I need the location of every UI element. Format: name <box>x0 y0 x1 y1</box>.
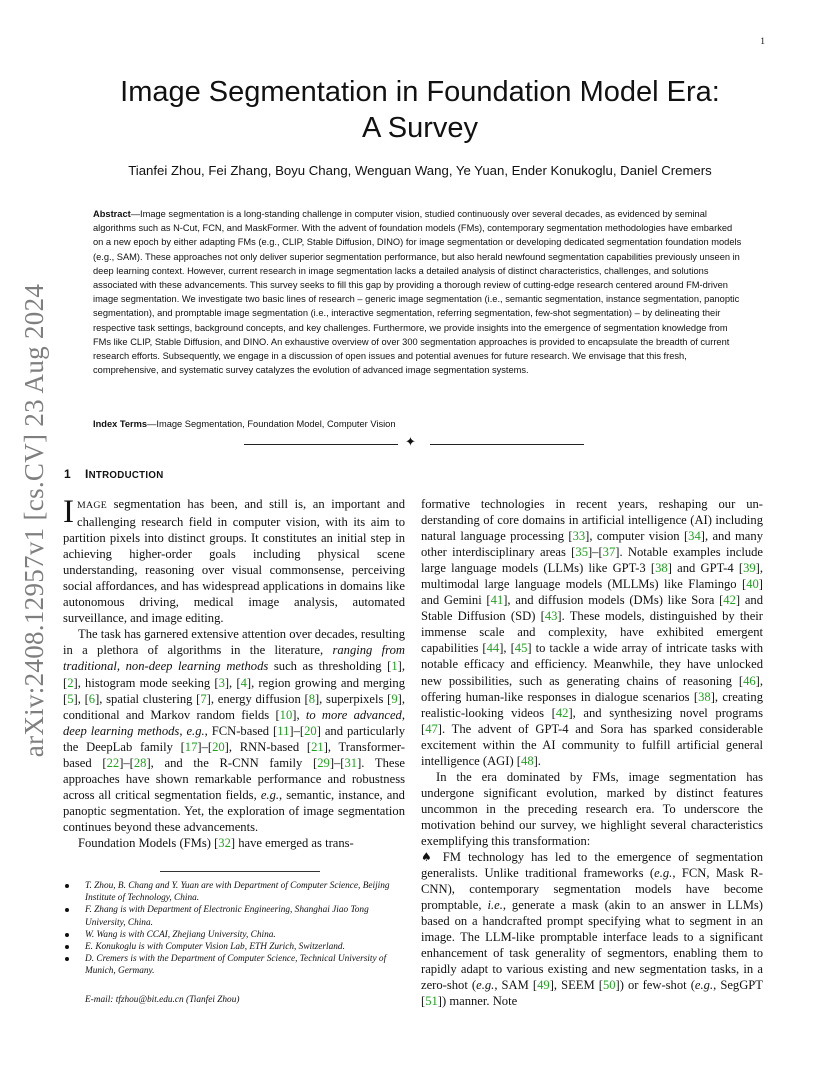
paragraph-1: IMAGE segmentation has been, and still is, an important and challenging research field in computer vision, with its aim to partition pixels into distinct groups. It constitutes an initial step in achieving higher-order goals including physical scene understanding, reasoning over visual commonsense, perceiving social affordances, and has widespread applications in domains like autonomous driving, medical image analysis, automated surveillance, and image editing. <box>63 494 405 626</box>
citation-link[interactable]: 29 <box>317 755 330 770</box>
section-heading <box>64 467 164 481</box>
citation-link[interactable]: 2 <box>67 675 74 690</box>
footnote-item: W. Wang is with CCAI, Zhejiang University, China. <box>63 929 405 941</box>
section-title-initial: I <box>84 467 89 481</box>
citation-link[interactable]: 4 <box>240 675 247 690</box>
paragraph-2: The task has garnered extensive attention over decades, resulting in a plethora of algorithms in the literature, ranging from traditional, non-deep learning methods such as thresholding [1], [2], histogram mode seeking [3], [4], region growing and merging [5], [6], spatial clustering [7], energy diffusion [8], superpixels [9], conditional and Markov random fields [10], to more advanced, deep learning methods, e.g., FCN-based [11]–[20] and particularly the DeepLab family [17]–[20], RNN-based [21], Transformer-based [22]–[28], and the R-CNN family [29]–[31]. These approaches have shown remarkable performance and robustness across all critical segmentation fields, e.g., semantic, instance, and panoptic segmentation. Yet, the exploration of image segmentation continues beyond these advancements. <box>63 627 406 834</box>
citation-link[interactable]: 38 <box>655 561 668 576</box>
footnote-rule <box>160 871 320 872</box>
citation-link[interactable]: 40 <box>746 577 759 592</box>
citation-link[interactable]: 47 <box>425 721 438 736</box>
citation-link[interactable]: 33 <box>572 529 586 544</box>
citation-link[interactable]: 37 <box>602 545 616 560</box>
section-title-rest: NTRODUCTION <box>88 470 164 481</box>
section-number: 1 <box>64 467 71 481</box>
citation-link[interactable]: 45 <box>514 641 528 656</box>
citation-link[interactable]: 3 <box>218 675 225 690</box>
citation-link[interactable]: 39 <box>743 561 756 576</box>
spade-bullet-icon: ♠ <box>421 850 436 865</box>
paragraph-3: Foundation Models (FMs) [32] have emerged as trans- <box>78 835 354 850</box>
index-terms-text: —Image Segmentation, Foundation Model, Computer Vision <box>147 419 396 429</box>
citation-link[interactable]: 49 <box>537 978 550 993</box>
contact-email: E-mail: tfzhou@bit.edu.cn (Tianfei Zhou) <box>85 994 240 1005</box>
footnotes <box>63 880 405 1006</box>
citation-link[interactable]: 10 <box>279 707 293 722</box>
paragraph-4: formative technologies in recent years, reshaping our understanding of core domains in artificial intelligence (AI) including natural language processing [33], computer vision [34], and many other interdisciplinary areas [35]–[37]. Notable examples include large language models (LLMs) like GPT-3 [38] and GPT-4 [39], multimodal large language models (MLLMs) like Flamingo [40] and Gemini [41], and diffusion models (DMs) like Sora [42] and Stable Diffusion (SD) [43]. These models, distinguished by their immense scale and complexity, have exhibited emergent capabilities [44], [45] to tackle a wide array of intricate tasks with notable efficacy and efficiency. Meanwhile, they have unlocked new possibilities, such as generating chains of reasoning [46], offering human-like responses in dialogue scenarios [38], creating realistic-looking videos [42], and synthesizing novel programs [47]. The advent of GPT-4 and Sora has sparked considerable excitement within the AI community to fulfill artificial general intelligence (AGI) [48]. <box>421 497 764 768</box>
drop-cap: I <box>63 494 74 530</box>
footnote-item: F. Zhang is with Department of Electronic Engineering, Shanghai Jiao Tong University, China. <box>63 904 405 928</box>
right-column <box>421 496 763 1010</box>
citation-link[interactable]: 50 <box>602 978 616 993</box>
citation-link[interactable]: 38 <box>698 689 711 704</box>
divider-star-icon: ✦ <box>405 435 416 450</box>
paragraph-6: ♠ FM technology has led to the emergence of segmentation generalists. Unlike traditional frameworks (e.g., FCN, Mask R-CNN), contemporary segmentation models have become promptable, i.e., generate a mask (akin to an answer in LLMs) based on a handcrafted prompt specifying what to segment in an image. The LLM-like promptable interface leads to a significant enhancement of task generality of segmentors, enabling them to rapidly adapt to various existing and new segmentation tasks, in a zero-shot (e.g., SAM [49], SEEM [50]) or few-shot (e.g., SegGPT [51]) manner. Note <box>421 850 763 1009</box>
title-line-1: Image Segmentation in Foundation Model Era: <box>120 76 720 108</box>
citation-link[interactable]: 48 <box>521 753 534 768</box>
citation-link[interactable]: 9 <box>391 691 398 706</box>
citation-link[interactable]: 5 <box>67 691 74 706</box>
citation-link[interactable]: 42 <box>723 593 736 608</box>
citation-link[interactable]: 8 <box>308 691 315 706</box>
page-number: 1 <box>760 37 765 47</box>
citation-link[interactable]: 46 <box>743 673 756 688</box>
footnote-item: T. Zhou, B. Chang and Y. Yuan are with Department of Computer Science, Beijing Institute of Technology, China. <box>63 880 405 904</box>
abstract-text: —Image segmentation is a long-standing challenge in computer vision, studied continuously over several decades, as evidenced by seminal algorithms such as N-Cut, FCN, and MaskFormer. With the advent of foundation models (FMs), contemporary segmentation methodologies have embarked on a new epoch by either adapting FMs (e.g., CLIP, Stable Diffusion, DINO) for image segmentation or developing dedicated segmentation foundation models (e.g., SAM). These approaches not only deliver superior segmentation performance, but also herald newfound segmentation capabilities previously unseen in deep learning context. However, current research in image segmentation lacks a detailed analysis of distinct characteristics, challenges, and solutions associated with these advancements. This survey seeks to fill this gap by providing a thorough review of cutting-edge research centered around FM-driven image segmentation. We investigate two basic lines of research – generic image segmentation (i.e., semantic segmentation, instance segmentation, panoptic segmentation), and promptable image segmentation (i.e., interactive segmentation, referring segmentation, few-shot segmentation) – by delineating their respective task settings, background concepts, and key challenges. Furthermore, we provide insights into the emergence of segmentation knowledge from FMs like CLIP, Stable Diffusion, and DINO. An exhaustive overview of over 300 segmentation approaches is provided to encapsulate the breadth of current research efforts. Subsequently, we engage in a discussion of open issues and potential avenues for future research. We envisage that this fresh, comprehensive, and systematic survey catalyzes the evolution of advanced image segmentation systems. <box>93 209 742 376</box>
index-terms-label: Index Terms <box>93 419 148 429</box>
paper-title <box>60 74 780 146</box>
citation-link[interactable]: 31 <box>344 755 358 770</box>
abstract-label: Abstract <box>93 209 131 219</box>
citation-link[interactable]: 17 <box>184 739 198 754</box>
citation-link[interactable]: 11 <box>277 723 290 738</box>
section-divider <box>244 437 584 451</box>
citation-link[interactable]: 28 <box>133 755 147 770</box>
citation-link[interactable]: 20 <box>212 739 225 754</box>
footnote-item: E. Konukoglu is with Computer Vision Lab, ETH Zurich, Switzerland. <box>63 941 405 953</box>
index-terms <box>93 417 743 431</box>
footnote-item: D. Cremers is with the Department of Computer Science, Technical University of Munich, Germany. <box>63 953 405 977</box>
citation-link[interactable]: 20 <box>304 723 317 738</box>
citation-link[interactable]: 21 <box>311 739 324 754</box>
arxiv-stamp <box>20 280 50 760</box>
citation-link[interactable]: 42 <box>555 705 569 720</box>
abstract <box>93 207 743 377</box>
citation-link[interactable]: 44 <box>486 641 500 656</box>
citation-link[interactable]: 43 <box>544 609 558 624</box>
divider-line-right <box>430 444 584 445</box>
paragraph-5: In the era dominated by FMs, image segmentation has undergone significant evolution, marked by distinct features uncommon in the preceding research era. To underscore the motivation behind our survey, we highlight several characteristics exemplifying this transformation: <box>421 769 763 848</box>
citation-link[interactable]: 35 <box>575 545 588 560</box>
citation-link[interactable]: 34 <box>688 529 701 544</box>
left-column <box>63 496 405 851</box>
citation-link[interactable]: 32 <box>218 835 231 850</box>
author-list: Tianfei Zhou, Fei Zhang, Boyu Chang, Wenguan Wang, Ye Yuan, Ender Konukoglu, Daniel Cremers <box>128 163 712 178</box>
citation-link[interactable]: 1 <box>391 659 398 674</box>
citation-link[interactable]: 22 <box>106 755 120 770</box>
citation-link[interactable]: 6 <box>88 691 96 706</box>
citation-link[interactable]: 7 <box>200 691 207 706</box>
small-caps-lead: MAGE <box>77 500 108 511</box>
divider-line-left <box>244 444 398 445</box>
citation-link[interactable]: 51 <box>425 994 438 1009</box>
citation-link[interactable]: 41 <box>490 593 504 608</box>
arxiv-id: arXiv:2408.12957v1 [cs.CV] 23 Aug 2024 <box>19 283 50 757</box>
title-line-2: A Survey <box>361 112 479 144</box>
